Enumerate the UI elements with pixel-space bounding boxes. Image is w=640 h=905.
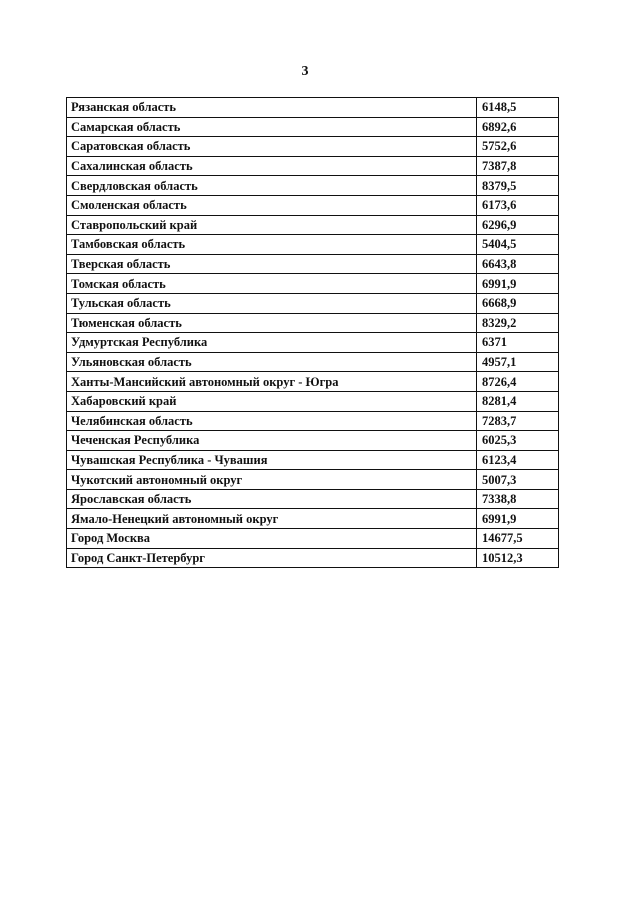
region-name-cell: Ульяновская область — [67, 352, 477, 372]
region-value-cell: 6991,9 — [476, 509, 558, 529]
region-name-cell: Сахалинская область — [67, 156, 477, 176]
table-row — [67, 274, 559, 294]
table-row — [67, 391, 559, 411]
region-name-cell: Челябинская область — [67, 411, 477, 431]
table-row — [67, 117, 559, 137]
region-name-cell: Чукотский автономный округ — [67, 470, 477, 490]
region-name-cell: Свердловская область — [67, 176, 477, 196]
table-row — [67, 411, 559, 431]
region-name-cell: Ханты-Мансийский автономный округ - Югра — [67, 372, 477, 392]
region-name-cell: Томская область — [67, 274, 477, 294]
table-row — [67, 548, 559, 568]
region-value-cell: 7283,7 — [476, 411, 558, 431]
table-row — [67, 509, 559, 529]
region-value-cell: 8281,4 — [476, 391, 558, 411]
region-value-cell: 14677,5 — [476, 529, 558, 549]
table-row — [67, 352, 559, 372]
region-name-cell: Ямало-Ненецкий автономный округ — [67, 509, 477, 529]
region-name-cell: Хабаровский край — [67, 391, 477, 411]
region-name-cell: Город Санкт-Петербург — [67, 548, 477, 568]
table-row — [67, 254, 559, 274]
table-row — [67, 529, 559, 549]
region-value-cell: 6296,9 — [476, 215, 558, 235]
region-value-cell: 10512,3 — [476, 548, 558, 568]
table-row — [67, 195, 559, 215]
table-row — [67, 293, 559, 313]
region-value-cell: 7338,8 — [476, 489, 558, 509]
region-value-cell: 8726,4 — [476, 372, 558, 392]
region-name-cell: Тульская область — [67, 293, 477, 313]
table-row — [67, 450, 559, 470]
table-row — [67, 372, 559, 392]
region-name-cell: Тверская область — [67, 254, 477, 274]
region-value-cell: 6892,6 — [476, 117, 558, 137]
table-row — [67, 156, 559, 176]
region-value-cell: 6371 — [476, 333, 558, 353]
table-row — [67, 333, 559, 353]
region-name-cell: Саратовская область — [67, 137, 477, 157]
region-value-cell: 6173,6 — [476, 195, 558, 215]
region-name-cell: Тюменская область — [67, 313, 477, 333]
table-row — [67, 98, 559, 118]
region-name-cell: Самарская область — [67, 117, 477, 137]
region-value-cell: 6148,5 — [476, 98, 558, 118]
region-name-cell: Ярославская область — [67, 489, 477, 509]
region-value-cell: 7387,8 — [476, 156, 558, 176]
table-row — [67, 215, 559, 235]
region-value-cell: 6991,9 — [476, 274, 558, 294]
region-name-cell: Город Москва — [67, 529, 477, 549]
table-row — [67, 137, 559, 157]
region-value-cell: 5752,6 — [476, 137, 558, 157]
region-name-cell: Удмуртская Республика — [67, 333, 477, 353]
region-value-cell: 6668,9 — [476, 293, 558, 313]
region-value-cell: 5404,5 — [476, 235, 558, 255]
table-row — [67, 313, 559, 333]
page-number: 3 — [301, 64, 309, 79]
table-row — [67, 489, 559, 509]
region-name-cell: Смоленская область — [67, 195, 477, 215]
region-name-cell: Чувашская Республика - Чувашия — [67, 450, 477, 470]
region-value-cell: 8379,5 — [476, 176, 558, 196]
regions-table — [66, 97, 559, 568]
table-row — [67, 470, 559, 490]
region-value-cell: 5007,3 — [476, 470, 558, 490]
region-value-cell: 6123,4 — [476, 450, 558, 470]
region-value-cell: 4957,1 — [476, 352, 558, 372]
region-value-cell: 6643,8 — [476, 254, 558, 274]
region-value-cell: 8329,2 — [476, 313, 558, 333]
table-row — [67, 431, 559, 451]
regions-table-body — [67, 98, 559, 568]
table-row — [67, 176, 559, 196]
table-row — [67, 235, 559, 255]
region-name-cell: Тамбовская область — [67, 235, 477, 255]
region-value-cell: 6025,3 — [476, 431, 558, 451]
region-name-cell: Чеченская Республика — [67, 431, 477, 451]
region-name-cell: Рязанская область — [67, 98, 477, 118]
region-name-cell: Ставропольский край — [67, 215, 477, 235]
